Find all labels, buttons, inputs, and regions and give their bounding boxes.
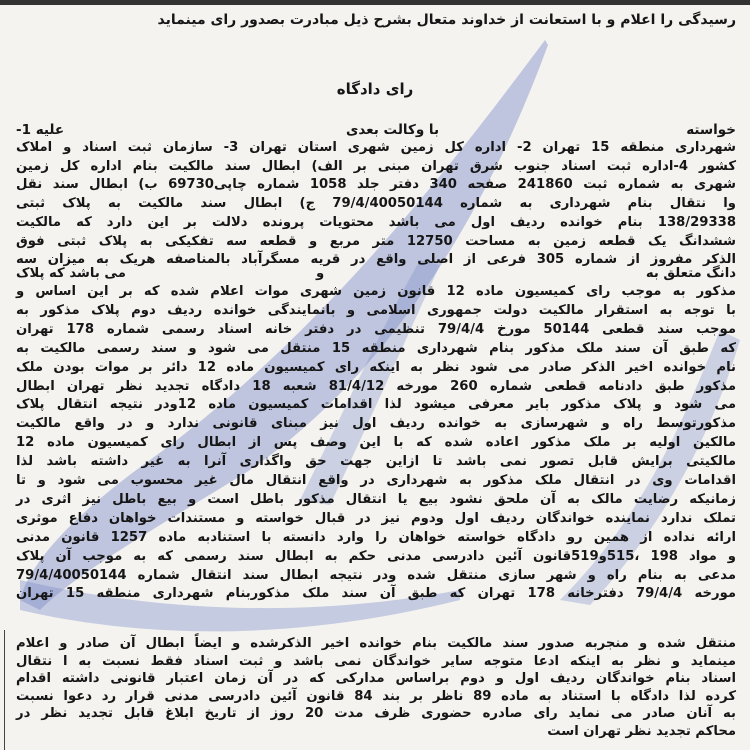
text-line: مدعی به بنام راه و شهر سازی منتقل شده ودر نتیجه ابطال سند انتقال شماره 79/4/40050144 xyxy=(16,567,736,583)
text-line: مالکین اولیه بر ملک مذکور اعاده شده که با این وصف پس از ابطال رای کمیسیون ماده 12 xyxy=(16,435,736,451)
header-against-label: علیه 1- xyxy=(16,122,65,138)
split-right: دانگ متعلق به xyxy=(645,266,736,281)
parties-header xyxy=(16,122,736,142)
text-line: منتقل شده و منجربه صدور سند مالکیت بنام خوانده اخیر الذکرشده و ایضاً ابطال آن صادر و اعلام xyxy=(16,636,736,651)
text-line: ششدانگ یک قطعه زمین به مساحت 12750 متر مربع و قطعه سه تفکیکی به پلاک ثبتی فوق xyxy=(16,233,736,249)
text-line: اسناد بنام خواندگان ردیف اول و دوم براساس مدارکی که در آن زمان اعتبار قانونی داشته اقدام xyxy=(16,671,736,686)
text-line: موجب سند قطعی 50144 مورخ 79/4/4 تنظیمی در دفتر خانه اسناد رسمی شماره 178 تهران xyxy=(16,321,736,337)
text-line: شهرداری منطقه 15 تهران 2- اداره کل زمین شهری استان تهران 3- سازمان ثبت اسناد و املاک xyxy=(16,140,736,155)
text-line: محاکم تجدید نظر تهران است xyxy=(547,723,736,739)
text-line: و مواد 198 ،515و519قانون آئین دادرسی مدنی حکم به ابطال سند رسمی که به موجب آن پلاک xyxy=(16,548,736,564)
text-line: مورخه 79/4/4 دفترخانه 178 تهران که طبق آن سند ملک مذکوربنام شهرداری منطقه 15 تهران xyxy=(16,586,737,602)
header-attorney-label: با وکالت بعدی xyxy=(346,122,440,138)
text-line: کشور 4-اداره ثبت اسناد جنوب شرق تهران مبنی بر الف) ابطال سند مالکیت بنام اداره کل زمین xyxy=(16,158,736,174)
text-line: شهری به شماره ثبت 241860 صفحه 340 دفتر جلد 1058 شماره چاپی69730 ب) ابطال سند نقل xyxy=(16,177,736,193)
text-line: مالکیتی برایش قابل تصور نمی باشد تا ازاین جهت حق واگذاری آنرا به غیر داشته باشد لذا xyxy=(16,454,736,470)
text-line: تملک ندارد نماینده خواندگان ردیف اول ودوم نیز در قبال خواسته و مستندات خواهان دفاع موثری xyxy=(16,510,736,526)
split-left: می باشد که پلاک xyxy=(16,266,126,281)
split-center: و xyxy=(316,266,325,281)
text-line: به آنان صادر می نماید رای صادره حضوری ظرف مدت 20 روز از تاریخ ابلاغ قابل تجدید نظر در xyxy=(16,706,736,721)
text-line: می شود و پلاک مذکور بایر معرفی میشود لذا اقدامات کمیسیون ماده 12ودر نتیجه انتقال پلاک xyxy=(16,397,736,413)
text-line: ارائه نداده از همین رو دادگاه خواسته خواهان را وارد دانسته با استنادبه ماده 1257 قانون مدنی xyxy=(16,529,737,545)
intro-line: رسیدگی را اعلام و با استعانت از خداوند متعال بشرح ذیل مبادرت بصدور رای مینماید xyxy=(157,12,736,28)
left-border xyxy=(4,630,5,750)
top-border xyxy=(0,0,750,5)
text-line: مذکور طبق دادنامه قطعی شماره 260 مورخه 81/4/12 شعبه 18 دادگاه تجدید نظر تهران ابطال xyxy=(16,378,736,394)
text-line: کرده لذا دادگاه با استناد به ماده 89 ناظر بر بند 84 قانون آئین دادرسی مدنی قرار رد دعوا نسبت xyxy=(16,688,736,704)
text-line: مذکورتوسط راه و شهرسازی به خوانده ردیف اول نیز مبنای قانونی ندارد و در واقع مالکیت xyxy=(16,416,736,432)
header-claim-label: خواسته xyxy=(686,122,736,138)
page-title: رای دادگاه xyxy=(336,80,414,98)
text-line: که طبق آن سند ملک مذکور بنام شهرداری منطقه 15 منتقل می شود و سند رسمی مالکیت به xyxy=(16,340,737,356)
text-line: 138/29338 بنام خوانده ردیف اول می باشد محتویات پرونده دلالت بر این دارد که مالکیت xyxy=(16,214,736,230)
text-line: با توجه به استقرار مالکیت دولت جمهوری اسلامی و بانمایندگی خوانده ردیف دوم پلاک مذکور به xyxy=(16,302,736,318)
text-line: اقدامات وی در انتقال ملک مذکور به شهرداری در واقع انتقال مال غیر محسوب می شود و تا xyxy=(16,473,736,488)
text-line: وا نتقال بنام شهرداری به شماره 79/4/40050144 ج) ابطال سند مالکیت به پلاک ثبتی xyxy=(16,196,736,212)
text-line: مینماید و نظر به اینکه ادعا متوجه سایر خواندگان نمی باشد و ثبت اسناد فقط نسبت به ا نتقال xyxy=(16,653,736,669)
text-line: مذکور به موجب رای کمیسیون ماده 12 قانون زمین شهری موات اعلام شده که بر این اساس و xyxy=(16,284,736,299)
text-line: نام خوانده اخیر الذکر صادر می شود نظر به اینکه رای کمیسیون ماده 12 دائر بر موات بودن ملک xyxy=(16,359,736,375)
text-line: زمانیکه رضایت مالک به آن ملحق نشود بیع یا انتقال مذکور باطل است و بیع باطل نیز اثری در xyxy=(16,491,736,507)
text-line: الذکر مفروز از شماره 305 فرعی از اصلی واقع در قریه مسگرآباد بالمناصفه هریک به میزان سه xyxy=(16,252,736,268)
